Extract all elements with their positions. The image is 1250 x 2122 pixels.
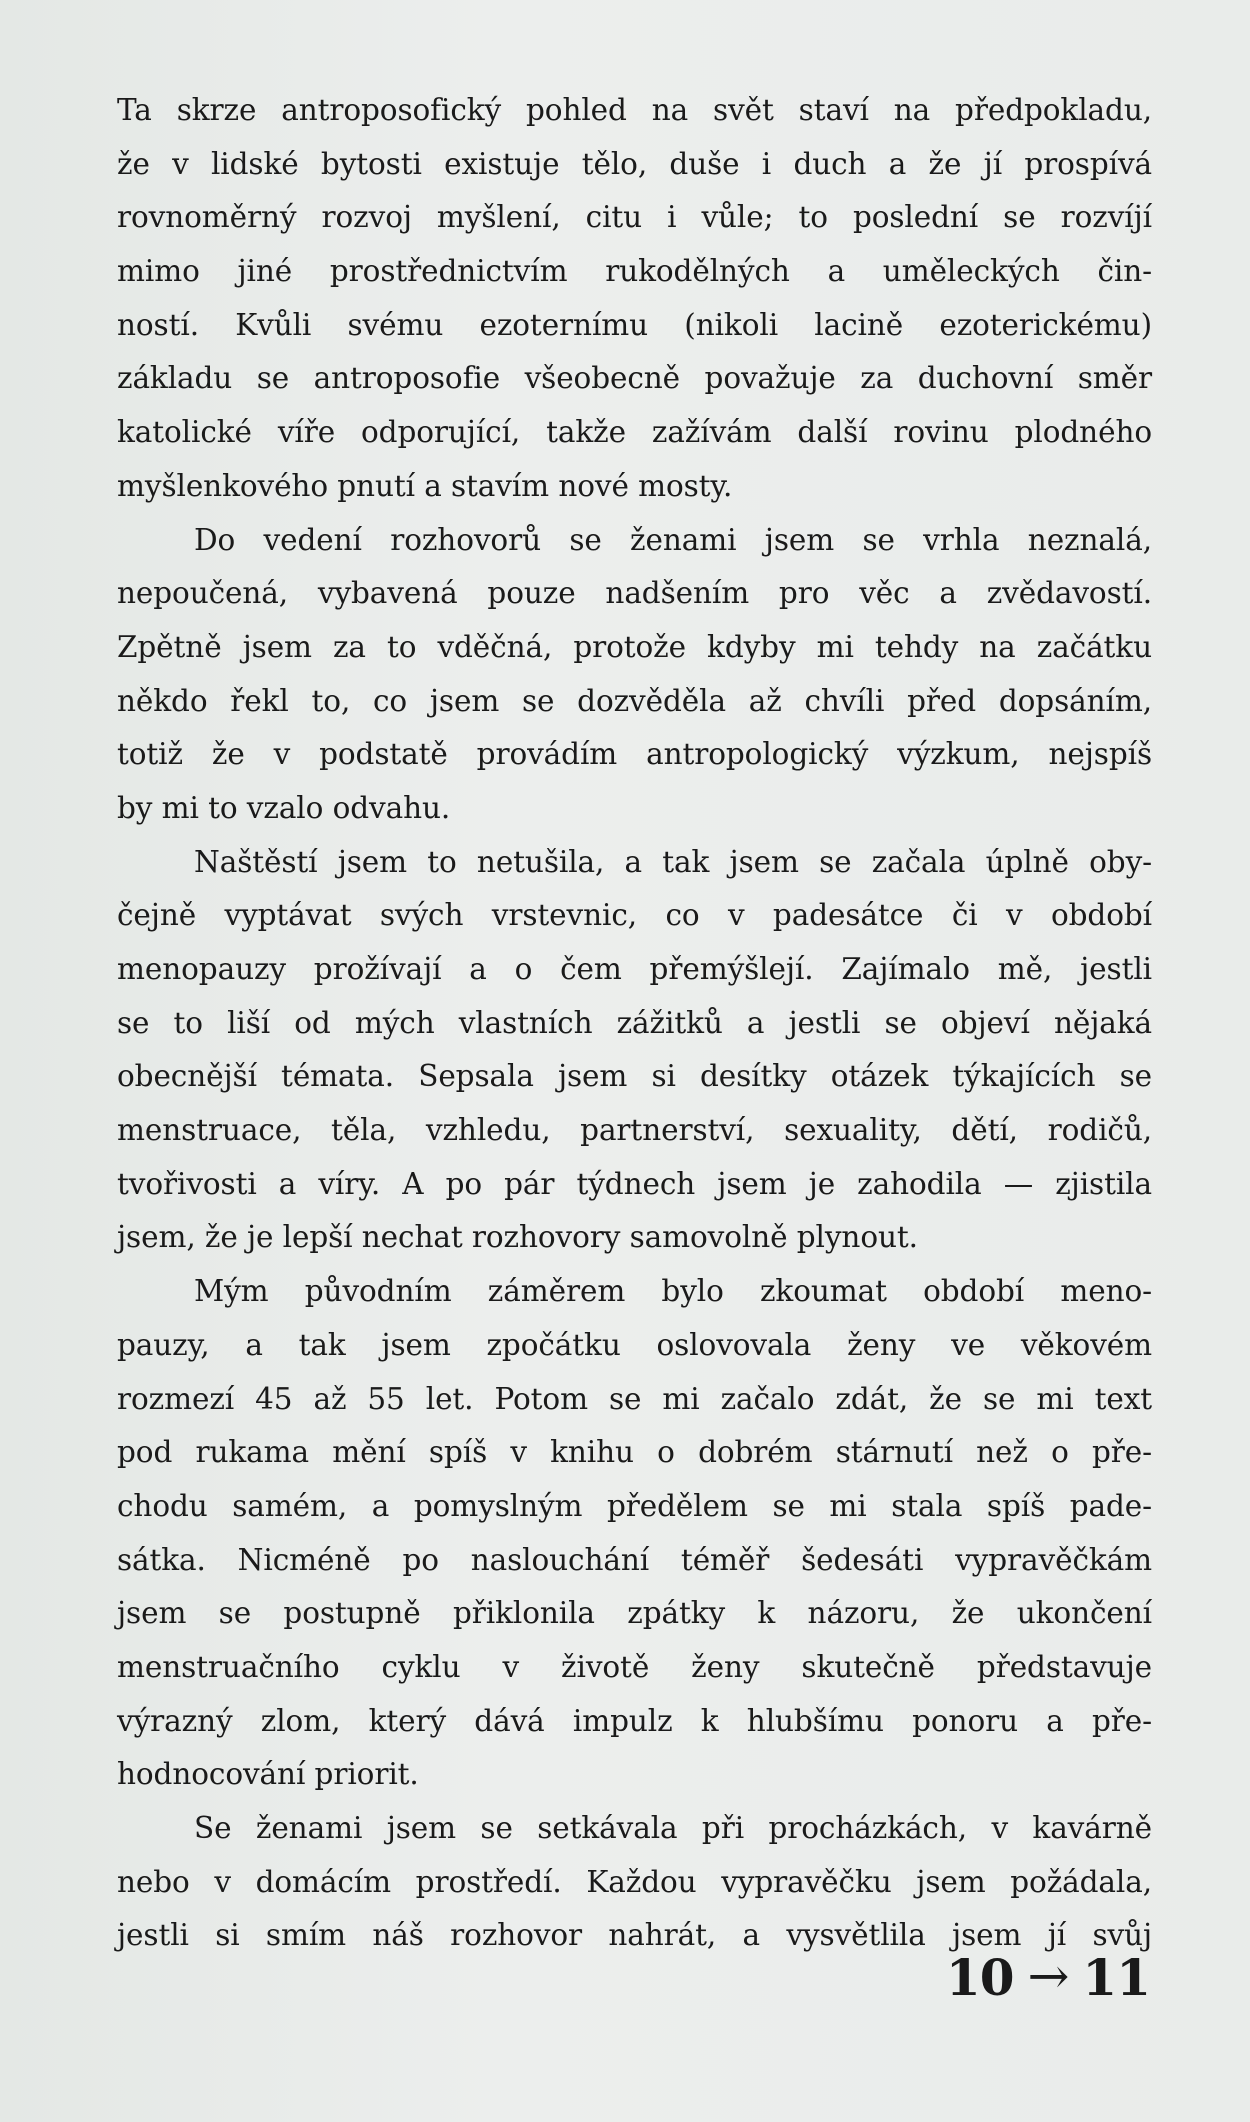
text-line: obecnější témata. Sepsala jsem si desítky otázek týkajících se xyxy=(117,1059,1152,1094)
text-line: menopauzy prožívají a o čem přemýšlejí. Zajímalo mě, jestli xyxy=(117,952,1152,986)
paragraph xyxy=(117,1802,1152,1963)
page-number xyxy=(946,1948,1150,2007)
text-line: ností. Kvůli svému ezoternímu (nikoli lacině ezoterickému) xyxy=(117,307,1152,342)
text-line: rozmezí 45 až 55 let. Potom se mi začalo zdát, že se mi text xyxy=(117,1381,1152,1416)
text-line: se to liší od mých vlastních zážitků a jestli se objeví nějaká xyxy=(117,1005,1152,1040)
text-line: Zpětně jsem za to vděčná, protože kdyby mi tehdy na začátku xyxy=(117,629,1152,664)
text-line: myšlenkového pnutí a stavím nové mosty. xyxy=(117,468,733,503)
text-line: totiž že v podstatě provádím antropologický výzkum, nejspíš xyxy=(117,737,1152,772)
text-line: pauzy, a tak jsem zpočátku oslovovala ženy ve věkovém xyxy=(117,1327,1152,1362)
paragraph xyxy=(117,836,1152,1266)
text-line: sátka. Nicméně po naslouchání téměř šedesáti vypravěčkám xyxy=(117,1542,1152,1577)
text-line: Ta skrze antroposofický pohled na svět staví na předpokladu, xyxy=(117,93,1152,127)
text-line: mimo jiné prostřednictvím rukodělných a uměleckých čin- xyxy=(117,254,1152,289)
text-line: že v lidské bytosti existuje tělo, duše i duch a že jí prospívá xyxy=(117,146,1152,181)
text-line: tvořivosti a víry. A po pár týdnech jsem je zahodila — zjistila xyxy=(117,1166,1152,1201)
text-line: Se ženami jsem se setkávala při procházkách, v kavárně xyxy=(194,1811,1152,1845)
text-line: nepoučená, vybavená pouze nadšením pro věc a zvědavostí. xyxy=(117,576,1152,611)
text-line: výrazný zlom, který dává impulz k hlubšímu ponoru a pře- xyxy=(117,1703,1152,1738)
body-text xyxy=(117,84,1152,1963)
page-number-left: 10 xyxy=(945,1948,1014,2007)
text-line: Naštěstí jsem to netušila, a tak jsem se začala úplně oby- xyxy=(194,844,1152,879)
text-line: hodnocování priorit. xyxy=(117,1757,419,1792)
text-line: chodu samém, a pomyslným předělem se mi stala spíš pade- xyxy=(117,1488,1152,1523)
page-number-right: 11 xyxy=(1082,1948,1150,2007)
text-line: Mým původním záměrem bylo zkoumat období meno- xyxy=(194,1274,1152,1309)
text-line: někdo řekl to, co jsem se dozvěděla až chvíli před dopsáním, xyxy=(117,683,1152,718)
paragraph xyxy=(117,84,1152,514)
text-line: jsem se postupně přiklonila zpátky k názoru, že ukončení xyxy=(117,1596,1152,1631)
text-line: menstruačního cyklu v životě ženy skutečně představuje xyxy=(117,1649,1152,1684)
text-line: pod rukama mění spíš v knihu o dobrém stárnutí než o pře- xyxy=(117,1435,1152,1470)
text-line: nebo v domácím prostředí. Každou vypravěčku jsem požádala, xyxy=(117,1864,1152,1899)
text-line: katolické víře odporující, takže zažívám další rovinu plodného xyxy=(117,415,1152,450)
text-line: menstruace, těla, vzhledu, partnerství, sexuality, dětí, rodičů, xyxy=(117,1113,1152,1148)
text-line: Do vedení rozhovorů se ženami jsem se vrhla neznalá, xyxy=(194,522,1152,557)
text-line: čejně vyptávat svých vrstevnic, co v padesátce či v období xyxy=(117,898,1152,933)
text-line: rovnoměrný rozvoj myšlení, citu i vůle; to poslední se rozvíjí xyxy=(117,200,1152,235)
arrow-right-icon: → xyxy=(1027,1946,1069,2005)
paragraph xyxy=(117,1265,1152,1802)
text-line: jsem, že je lepší nechat rozhovory samovolně plynout. xyxy=(117,1220,918,1255)
text-line: základu se antroposofie všeobecně považuje za duchovní směr xyxy=(117,361,1152,396)
text-line: jestli si smím náš rozhovor nahrát, a vysvětlila jsem jí svůj xyxy=(117,1918,1152,1953)
paragraph xyxy=(117,514,1152,836)
text-line: by mi to vzalo odvahu. xyxy=(117,790,451,825)
